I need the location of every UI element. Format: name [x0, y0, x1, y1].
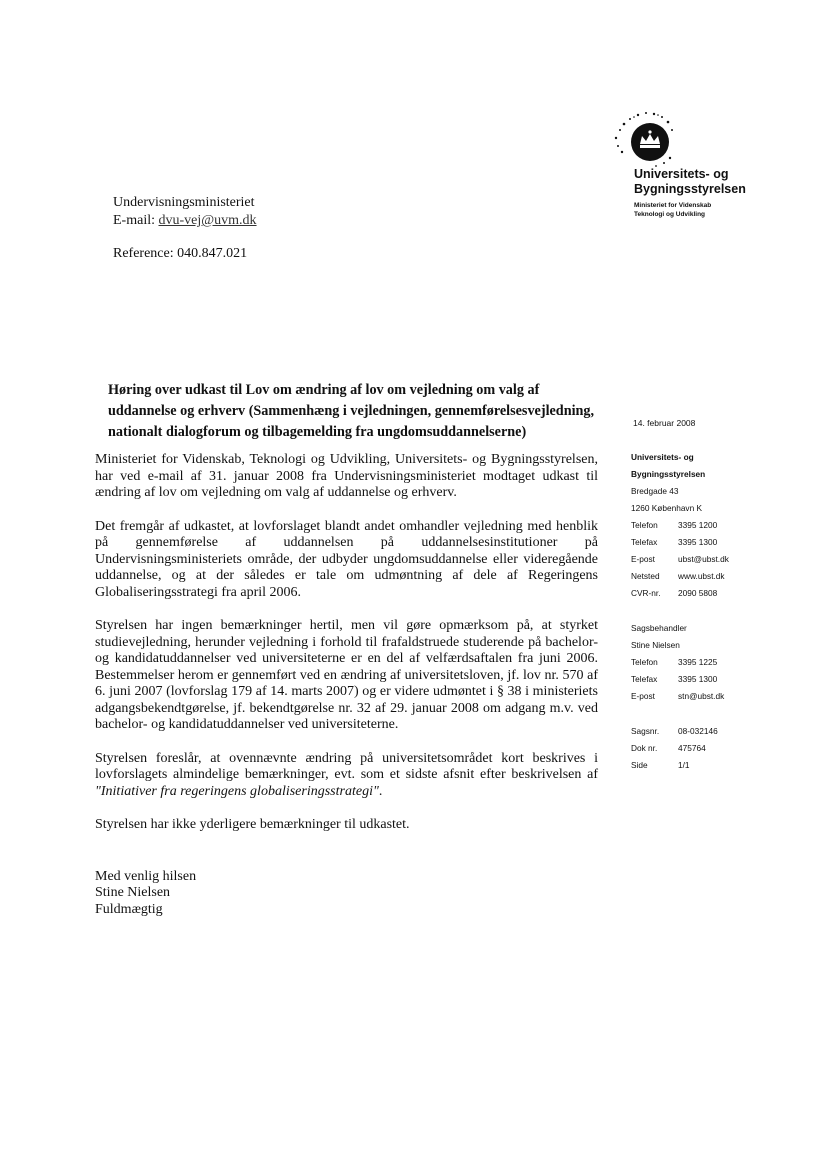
case-label: Side — [631, 760, 648, 770]
sidebar-org-line2: Bygningsstyrelsen — [631, 469, 706, 479]
sidebar-street: Bredgade 43 — [631, 486, 679, 496]
case-label: Dok nr. — [631, 743, 658, 753]
paragraph — [95, 751, 598, 801]
crown-seal-icon — [612, 108, 676, 168]
email-label: E-mail: — [113, 213, 155, 228]
handler-row — [631, 671, 724, 688]
case-value: 08-032146 — [678, 726, 718, 736]
signer-title: Fuldmægtig — [95, 901, 163, 917]
recipient-block — [113, 194, 257, 230]
case-row — [631, 723, 718, 740]
contact-value: 3395 1200 — [678, 520, 718, 530]
sender-address — [631, 449, 729, 602]
email-link[interactable]: dvu-vej@uvm.dk — [158, 213, 257, 228]
handler-label: Telefax — [631, 674, 658, 684]
paragraph-end: . — [378, 783, 383, 799]
contact-value[interactable]: www.ubst.dk — [678, 571, 725, 581]
signer-name: Stine Nielsen — [95, 885, 171, 900]
contact-value: 3395 1300 — [678, 537, 718, 547]
paragraph: Styrelsen har ingen bemærkninger hertil, men vil gøre opmærksom på, at styrket studievejledning, herunder vejledning i forhold til frafaldstruede studerende på bachelor- og kandidatuddannelser ved universiteterne er en del af velfærdsaftalen fra juni 2006. Bestemmelser herom er gennemført ved en ændring af universitetsloven, jf. lov nr. 570 af 6. juni 2007 (lovforslag 179 af 14. marts 2007) og er videre udmøntet i § 38 i ministeriets adgangsbekendtgørelse, jf. bekendtgørelse nr. 32 af 29. januar 2008 om adgang m.v. ved bachelor- og kandidatuddannelser ved universiteterne. — [95, 618, 598, 732]
handler-heading: Sagsbehandler — [631, 623, 687, 633]
case-value: 1/1 — [678, 760, 690, 770]
handler-value: 3395 1300 — [678, 674, 718, 684]
contact-label: CVR-nr. — [631, 588, 661, 598]
org-sub-line2: Teknologi og Udvikling — [634, 211, 706, 218]
org-name-line1: Universitets- og — [634, 167, 729, 181]
case-row — [631, 757, 718, 774]
sidebar-org-line1: Universitets- og — [631, 452, 694, 462]
reference: Reference: 040.847.021 — [113, 246, 248, 261]
case-label: Sagsnr. — [631, 726, 660, 736]
org-subtitle — [634, 201, 711, 219]
paragraph: Ministeriet for Videnskab, Teknologi og Udvikling, Universitets- og Bygningsstyrelsen, har ved e-mail af 31. januar 2008 fra Undervisningsministeriet modtaget udkast til ændring af lov om vejledning om valg af uddannelse og erhverv. — [95, 452, 598, 500]
org-name-line2: Bygningsstyrelsen — [634, 182, 746, 196]
handler-label: E-post — [631, 691, 655, 701]
initiative-title: "Initiativer fra regeringens globaliseringsstrategi" — [95, 783, 379, 799]
handler-row — [631, 688, 724, 705]
contact-label: Telefon — [631, 520, 658, 530]
handler-label: Telefon — [631, 657, 658, 667]
case-info — [631, 723, 718, 774]
case-handler — [631, 620, 724, 705]
contact-label: Netsted — [631, 571, 660, 581]
sidebar-city: 1260 København K — [631, 503, 703, 513]
case-row — [631, 740, 718, 757]
contact-label: E-post — [631, 554, 655, 564]
handler-value: 3395 1225 — [678, 657, 718, 667]
contact-row — [631, 534, 729, 551]
contact-row — [631, 551, 729, 568]
contact-row — [631, 568, 729, 585]
closing: Med venlig hilsen — [95, 868, 197, 884]
handler-row — [631, 654, 724, 671]
contact-value[interactable]: ubst@ubst.dk — [678, 554, 729, 564]
contact-row — [631, 585, 729, 602]
paragraph: Styrelsen har ikke yderligere bemærkninger til udkastet. — [95, 817, 410, 832]
contact-label: Telefax — [631, 537, 658, 547]
recipient-name: Undervisningsministeriet — [113, 195, 255, 210]
handler-value[interactable]: stn@ubst.dk — [678, 691, 725, 701]
org-sub-line1: Ministeriet for Videnskab — [634, 202, 712, 209]
subject-heading: Høring over udkast til Lov om ændring af lov om vejledning om valg af uddannelse og erhverv (Sammenhæng i vejledningen, gennemførelsesvejledning, nationalt dialogforum og tilbagemelding fra ungdomsuddannelserne) — [108, 382, 595, 440]
paragraph-text: Styrelsen foreslår, at ovennævnte ændring på universitetsområdet kort beskrives i lovforslagets almindelige bemærkninger, evt. som et sidste afsnit efter beskrivelsen af — [95, 750, 598, 782]
recipient-email — [113, 212, 257, 230]
letter-date: 14. februar 2008 — [633, 418, 696, 428]
contact-value: 2090 5808 — [678, 588, 718, 598]
org-name — [634, 167, 746, 197]
case-value: 475764 — [678, 743, 706, 753]
paragraph: Det fremgår af udkastet, at lovforslaget blandt andet omhandler vejledning med henblik på gennemførelse af uddannelsen på uddannelsesinstitutioner på Undervisningsministeriets område, der udbyder ungdomsuddannelse eller videregående uddannelse, og at der således er tale om udmøntning af dele af Regeringens Globaliseringsstrategi fra april 2006. — [95, 518, 598, 600]
contact-row — [631, 517, 729, 534]
handler-name: Stine Nielsen — [631, 640, 680, 650]
letter-body — [95, 452, 598, 918]
